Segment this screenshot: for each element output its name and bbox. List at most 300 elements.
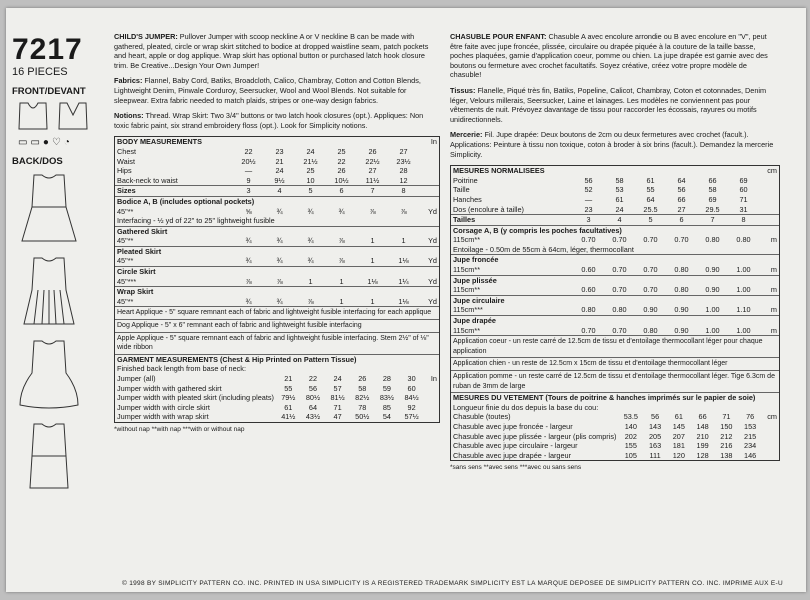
table-cell [762,422,779,432]
table-cell: 21½ [303,156,318,166]
table-cell: Hanches [453,194,482,204]
table-cell: 24 [306,146,315,156]
table-cell: m [770,305,777,315]
table-cell: 24 [333,374,342,383]
table-cell: 1.00 [736,285,751,295]
table-cell: ⅝ [245,206,252,216]
table-row [451,412,779,422]
table-cell: 22 [337,156,346,166]
table-cell: 60 [407,383,416,393]
table-cell: 80½ [305,393,321,403]
table-cell: Sizes [115,186,233,197]
table-row [115,137,439,147]
table-cell [759,205,779,215]
table-cell [759,215,779,226]
table-row [451,176,779,186]
table-cell: Hips [117,166,132,176]
table-row [115,166,439,176]
table-cell: ¾ [245,296,252,306]
apple-applique-note: Apple Applique - 5" square remnant each of fabric and lightweight fusible interfacing. Stem 2½" of ⅛" wide ribbon [115,332,439,354]
table-row [451,275,779,285]
table-cell: 27 [368,166,377,176]
fabrics-text: Flannel, Baby Cord, Batiks, Broadcloth, Calico, Chambray, Cotton and Cotton Blends, Lightweight Denim, Pinwale Corduroy, Seersucker, Wool and Wool Blends. Not suitable for sleepwear. Extra fabric needed to match plaids, stripes or one-way design fabrics. [114,76,421,105]
english-column [114,32,440,435]
table-cell: 1⅛ [367,276,378,286]
table-cell: 150 [720,421,733,431]
table-row [115,384,439,394]
table-cell: 0.70 [643,235,658,245]
table-cell: 210 [696,431,709,441]
table-cell: 120 [672,450,685,460]
table-cell: 0.60 [581,285,596,295]
table-cell: 60 [739,185,748,195]
table-cell: 23½ [396,156,411,166]
table-cell: Jumper width with gathered skirt [117,383,222,393]
table-cell: 0.80 [736,235,751,245]
table-cell: Yd [428,256,437,266]
table-cell: Wrap Skirt [115,287,439,297]
table-row [115,297,439,307]
table-row [115,412,439,422]
table-cell: 10 [306,175,315,185]
table-cell: 0.60 [581,265,596,275]
table-cell: Jupe drapée [451,316,779,326]
table-row [451,316,779,326]
table-row [451,195,779,205]
description-text: Chasuble A avec encolure arrondie ou B avec encolure en "V", peut être faite avec jupe froncée, plissée, circulaire ou drapée piquée à la couture de la taille basse, poches plaquées, garnie d'application coeur, pomme ou chien. La jupe drapée est garnie avec des boutons ou fermeture avec crochet facultatifs. Soyez créative, créez votre propre modèle de chasuble! [450,32,768,80]
table-cell: 1.10 [736,305,751,315]
table-cell: 56 [308,383,318,393]
table-cell: 55 [646,185,655,195]
body-measurements-title: BODY MEASUREMENTS [117,137,203,147]
back-pleated-skirt-icon [18,256,80,328]
table-cell: 47 [333,412,342,422]
table-cell: 4 [604,215,635,226]
table-cell: 9½ [274,175,285,185]
back-wrap-skirt-icon [18,422,80,494]
table-cell: 21 [284,374,293,383]
table-cell: 0.90 [674,305,689,315]
table-cell: 115cm** [453,325,481,335]
table-cell [728,166,759,176]
dog-applique-note: Application chien - un reste de 12.5cm x 15cm de tissu et d'entoilage thermocollant léger [451,357,779,370]
table-row [451,205,779,215]
table-cell: 146 [744,450,757,460]
table-cell: 23 [275,146,284,156]
table-cell: ¾ [276,236,283,246]
table-cell [424,384,439,394]
table-cell: 7 [357,186,388,197]
table-cell: — [584,194,593,204]
table-cell: 66 [698,412,707,422]
table-cell: 5 [295,186,326,197]
table-row [115,287,439,297]
table-cell: 21 [275,156,284,166]
table-cell: Jupe froncée [451,255,779,265]
table-cell: 53.5 [623,412,638,422]
heart-icon: ♡ [51,137,61,148]
table-cell: 1.00 [736,325,751,335]
table-row [451,393,779,403]
table-cell: Poitrine [453,175,478,185]
pattern-envelope-back [6,8,806,592]
table-cell: 66 [708,175,717,185]
table-cell: 115cm*** [453,305,483,315]
table-cell [762,432,779,442]
garment-measurements-table [451,392,779,460]
table-cell: 26 [337,166,346,176]
table-cell: 6 [666,215,697,226]
back-circle-skirt-icon [18,339,80,411]
table-cell: 1¼ [398,276,409,286]
table-cell: 0.80 [674,265,689,275]
table-cell: 1.00 [705,325,720,335]
table-cell [604,166,635,176]
table-cell: ⅞ [369,206,376,216]
copyright-line: © 1998 BY SIMPLICITY PATTERN CO. INC. PRINTED IN USA SIMPLICITY IS A REGISTERED TRADEMARK SIMPLICITY EST LA MARQUE DEPOSEE DE SIMPLICITY PATTERN CO. INC. IMPRIME AUX E-U [122,580,783,587]
table-cell: 58 [358,383,367,393]
table-cell: 0.80 [581,305,596,315]
table-cell: 199 [696,441,709,451]
table-cell: 1 [308,276,313,286]
table-cell: 61 [646,175,655,185]
back-gathered-skirt-icon [18,173,80,245]
table-cell: 6 [326,186,357,197]
table-cell: 0.70 [612,265,627,275]
table-cell: ¾ [276,256,283,266]
table-cell: Yd [428,236,437,246]
table-cell: Gathered Skirt [115,226,439,236]
table-row [451,265,779,275]
table-cell [697,166,728,176]
table-cell: Waist [117,156,135,166]
table-cell: Chasuble (toutes) [453,412,511,422]
table-row [115,374,439,384]
tissus-text: Flanelle, Piqué très fin, Batiks, Popeline, Calicot, Chambray, Coton et cotonnades, Denim léger, Velours millerais, Seersucker, Laine et lainages. Les modèles ne conviennent pas pour vêtements de nuit. Prévoyez davantage de tissu pour raccorder les écossais, rayures ou motifs unidirectionnels. [450,85,767,124]
garment-title: GARMENT MEASUREMENTS (Chest & Hip Printed on Pattern Tissue) [115,354,439,364]
front-v-neck-icon [56,101,90,131]
table-cell: 202 [624,431,637,441]
table-cell: 45"** [117,206,134,216]
table-cell: Yd [428,296,437,306]
table-cell: 50½ [355,412,370,422]
table-cell: 23 [584,204,593,214]
heart-applique-note: Heart Applique - 5" square remnant each of fabric and lightweight fusible interfacing for each applique [115,306,439,319]
table-cell: 84½ [404,393,419,403]
table-cell [357,137,388,147]
table-cell: 85 [382,402,391,412]
table-cell: 10½ [334,175,349,185]
table-cell: 64 [646,194,655,204]
table-row [451,285,779,295]
table-cell: 58 [615,175,624,185]
table-cell: 56 [651,412,660,422]
table-cell [762,441,779,451]
table-cell: 216 [720,441,733,451]
interfacing-note: Interfacing - ½ yd of 22" to 25" lightweight fusible [117,216,275,226]
table-cell: ⅞ [400,206,407,216]
table-row [115,207,439,217]
table-cell: 57½ [404,412,419,422]
table-cell: 45"** [117,296,134,306]
table-cell: 61 [284,402,293,412]
table-cell: ¾ [307,236,314,246]
table-row [451,255,779,265]
table-cell: 181 [672,441,685,451]
table-cell: 28 [382,374,391,383]
table-cell: 0.70 [612,235,627,245]
body-measurements-title: MESURES NORMALISEES [453,166,545,176]
table-cell: Longueur finie du dos depuis la base du cou: [453,402,599,412]
table-cell: 25 [337,146,346,156]
table-cell: 1 [401,236,406,246]
body-measurements-table [115,137,439,306]
front-scoop-neck-icon [16,101,50,131]
table-cell: m [770,285,777,295]
table-cell: 138 [720,450,733,460]
table-cell: Yd [428,276,437,286]
table-cell: 45"** [117,236,134,246]
table-cell: 0.70 [643,265,658,275]
table-cell: Circle Skirt [115,267,439,277]
table-cell: m [770,325,777,335]
table-row [451,245,779,255]
table-cell [233,137,264,147]
table-cell: Chasuble avec jupe plissée - largeur (plis compris) [453,431,617,441]
table-cell: 69 [739,175,748,185]
table-cell: 0.70 [674,235,689,245]
table-row [451,166,779,176]
table-cell: ¾ [307,256,314,266]
table-cell: 83½ [379,393,395,403]
table-cell: Jumper width with wrap skirt [117,412,209,422]
table-cell: 0.70 [612,285,627,295]
table-cell: 45"** [117,256,134,266]
applique-icons [18,137,100,148]
table-cell: 25 [306,166,315,176]
table-cell: 22 [308,374,318,383]
table-cell: 215 [744,431,757,441]
table-row [451,432,779,442]
table-cell: 55 [284,383,293,393]
table-cell [424,403,439,413]
table-cell: 27 [677,204,686,214]
table-cell: 3 [233,186,264,197]
sizes-row [115,186,439,197]
table-cell: 0.80 [643,325,658,335]
pocket-icon: ▭ [18,137,28,148]
table-row [115,196,439,206]
table-cell: ¾ [307,206,314,216]
table-cell: 78 [358,402,367,412]
table-cell: 7 [697,215,728,226]
table-cell [326,137,357,147]
table-cell: In [430,374,437,383]
pocket-icon: ▭ [30,137,40,148]
table-cell: 79½ [281,393,296,403]
table-cell: 64 [677,175,686,185]
table-cell: m [770,265,777,275]
table-cell: Tailles [451,215,573,226]
table-cell: 92 [407,402,416,412]
table-row [451,326,779,336]
table-cell: 69 [708,194,717,204]
description-text: Pullover Jumper with scoop neckline A or V neckline B can be made with gathered, pleated, circle or wrap skirt stitched to bodice at dropped waistline seam, patch pockets and heart, apple or dog applique. Wrap skirt has optional button or purchased latch hook closure trim. Be Creative...Design Your Own Jumper! [114,32,429,70]
table-cell: 71 [739,194,748,204]
table-cell: 1 [370,256,375,266]
table-row [115,147,439,157]
pieces-count: 16 PIECES [12,66,68,78]
table-cell: 1.00 [705,305,720,315]
table-cell: ¾ [338,206,345,216]
table-cell: ⅞ [307,296,314,306]
measurement-chart-fr [450,165,780,461]
table-cell: 1 [370,236,375,246]
table-cell: 71 [722,412,731,422]
yardage-title: Bodice A, B (includes optional pockets) [115,196,439,206]
table-cell: 212 [720,431,733,441]
table-cell: 58 [708,185,717,195]
table-cell [573,166,604,176]
table-row [115,157,439,167]
table-cell: Finished back length from base of neck: [117,364,246,374]
table-cell: 31 [739,204,748,214]
table-cell: 115cm** [453,235,481,245]
table-cell: 234 [744,441,757,451]
table-row [451,441,779,451]
body-measurements-table [451,166,779,335]
table-cell: 115cm** [453,265,481,275]
table-cell: ¾ [245,256,252,266]
table-row [115,216,439,226]
table-cell: Dos (encolure à taille) [453,204,524,214]
table-cell: 205 [648,431,662,441]
description-en [114,32,440,70]
table-cell: Jumper (all) [117,374,156,383]
table-cell: 0.80 [705,235,720,245]
table-cell: 25.5 [643,204,658,214]
table-cell: 148 [696,421,709,431]
table-cell: 24 [275,166,284,176]
table-cell: 0.70 [612,325,627,335]
table-cell: 8 [728,215,759,226]
table-cell: 53 [615,185,624,195]
table-cell [388,137,419,147]
table-cell: 140 [624,421,637,431]
table-cell: 1⅛ [398,296,409,306]
heart-applique-note: Application coeur - un reste carré de 12.5cm de tissu et d'entoilage thermocollant léger pour chaque application [451,335,779,357]
table-cell [419,186,439,197]
table-cell: 71 [333,402,342,412]
table-cell: 41½ [281,412,296,422]
table-cell: 59 [382,383,391,393]
table-cell: 27 [399,146,408,156]
garment-measurements-table [115,354,439,422]
table-cell: 81½ [330,393,345,403]
mercerie-text: Fil. Jupe drapée: Deux boutons de 2cm ou deux fermetures avec crochet (facult.). Applications: Peinture à tissu non toxique, coton à broder à six brins (facult.). Demandez la mercerie Simplicity. [450,130,774,159]
table-cell [419,176,439,186]
tissus-fr [450,86,780,124]
pattern-number: 7217 [12,33,83,66]
table-cell: 64 [308,402,318,412]
table-row [451,185,779,195]
table-cell: 29.5 [705,204,720,214]
table-row [451,225,779,235]
table-cell: Yd [428,206,437,216]
table-cell [424,412,439,422]
mercerie-title: Mercerie: [450,130,483,140]
front-label: FRONT/DEVANT [12,86,86,97]
table-row [451,451,779,461]
table-cell: 143 [648,421,662,431]
table-cell: 111 [649,450,661,460]
table-cell: Chasuble avec jupe froncée - largeur [453,421,573,431]
table-cell: Jupe plissée [451,275,779,285]
table-cell: ⅞ [276,276,283,286]
table-cell: 52 [584,185,593,195]
table-cell: 56 [677,185,686,195]
table-cell: 105 [624,450,637,460]
table-cell: 115cm** [453,285,481,295]
table-cell: 155 [624,441,637,451]
table-cell: ¾ [276,206,283,216]
table-cell: 0.90 [705,265,720,275]
table-cell: 82½ [355,393,370,403]
description-title: CHILD'S JUMPER: [114,32,178,41]
table-cell: Chasuble avec jupe drapée - largeur [453,450,572,460]
table-cell: 4 [264,186,295,197]
table-cell: 22 [244,146,253,156]
table-row [115,176,439,186]
table-cell: Taille [453,185,470,195]
table-cell: Jumper width with pleated skirt (including pleats) [117,393,274,403]
table-cell: 28 [399,166,408,176]
description-title: CHASUBLE POUR ENFANT: [450,32,547,41]
french-column [450,32,780,473]
table-cell: 3 [573,215,604,226]
table-cell: 1⅛ [398,256,409,266]
dog-applique-note: Dog Applique - 5" x 6" remnant each of fabric and lightweight fusible interfacing [115,319,439,332]
table-cell: cm [767,412,777,422]
fabrics-en [114,76,440,105]
table-cell: 30 [407,374,416,383]
table-row [115,364,439,374]
table-cell: Back-neck to waist [117,175,178,185]
table-row [115,393,439,403]
mercerie-fr [450,130,780,159]
table-cell [424,393,439,403]
table-cell: 0.90 [705,285,720,295]
table-cell [264,137,295,147]
interfacing-note: Entoilage - 0.50m de 55cm à 64cm, léger, thermocollant [453,244,634,254]
table-cell: 1.00 [736,265,751,275]
unit-label: In [430,137,437,147]
measurement-chart-en [114,136,440,423]
nap-footnote-en: *without nap **with nap ***with or without nap [114,425,245,433]
table-row [451,305,779,315]
table-cell: Chest [117,146,137,156]
table-cell: 54 [382,412,391,422]
table-cell [419,166,439,176]
fabrics-title: Fabrics: [114,76,143,86]
table-cell: 57 [333,383,342,393]
table-cell [759,185,779,195]
dog-icon: ◔ [63,137,70,148]
table-cell: Pleated Skirt [115,246,439,256]
table-cell: Chasuble avec jupe circulaire - largeur [453,441,578,451]
table-cell: 1 [370,296,375,306]
table-cell [635,166,666,176]
